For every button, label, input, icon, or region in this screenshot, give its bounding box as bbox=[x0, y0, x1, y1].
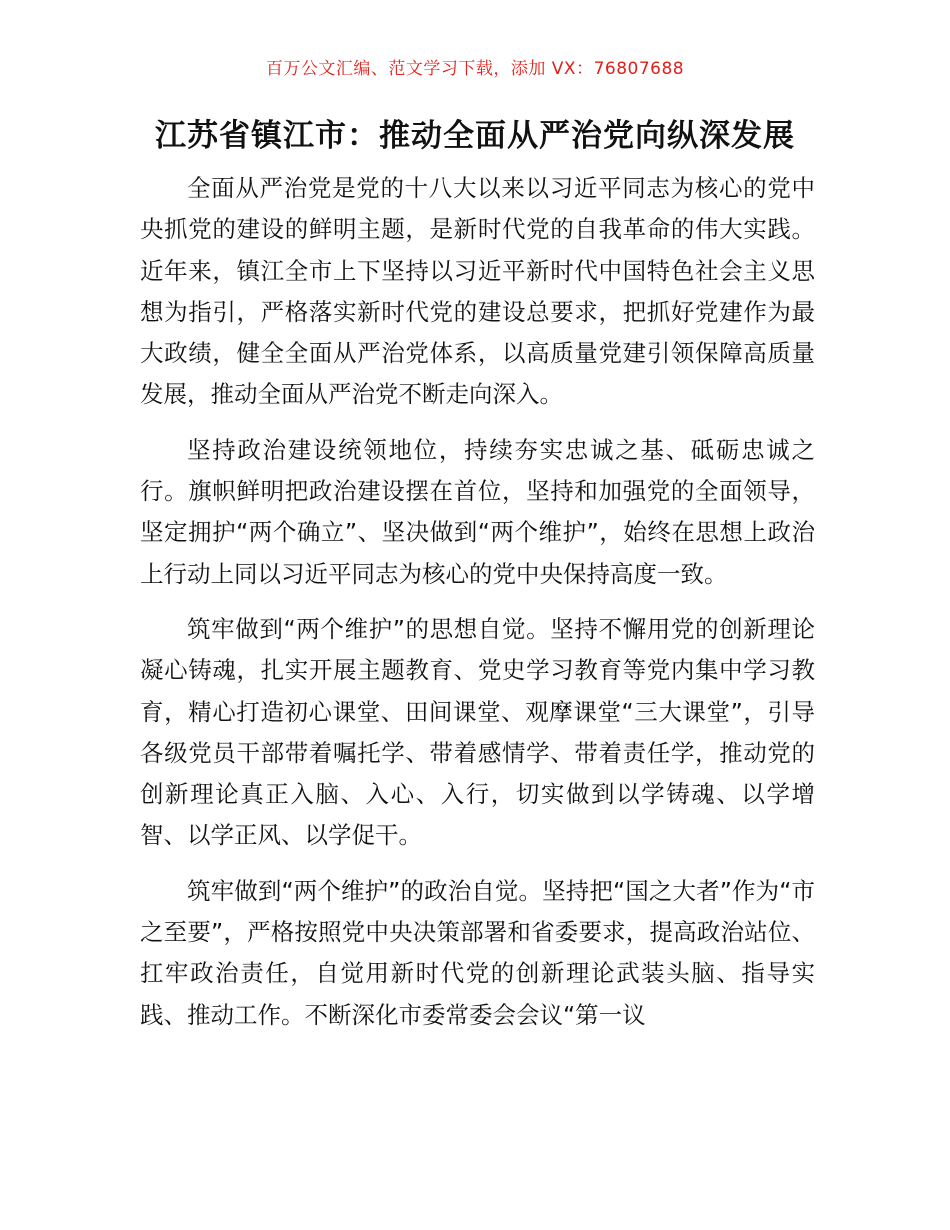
document-body bbox=[140, 168, 815, 1050]
header-banner: 百万公文汇编、范文学习下载，添加 VX：76807688 bbox=[265, 59, 685, 79]
paragraph-3: 筑牢做到“两个维护”的思想自觉。坚持不懈用党的创新理论凝心铸魂，扎实开展主题教育、党史学习教育等党内集中学习教育，精心打造初心课堂、田间课堂、观摩课堂“三大课堂”，引导各级党员干部带着嘱托学、带着感情学、带着责任学，推动党的创新理论真正入脑、入心、入行，切实做到以学铸魂、以学增智、以学正风、以学促干。 bbox=[140, 614, 815, 850]
paragraph-4: 筑牢做到“两个维护”的政治自觉。坚持把“国之大者”作为“市之至要”，严格按照党中央决策部署和省委要求，提高政治站位、扛牢政治责任，自觉用新时代党的创新理论武装头脑、指导实践、推动工作。不断深化市委常委会会议“第一议 bbox=[140, 876, 815, 1029]
document-title: 江苏省镇江市：推动全面从严治党向纵深发展 bbox=[155, 118, 795, 154]
paragraph-2: 坚持政治建设统领地位，持续夯实忠诚之基、砥砺忠诚之行。旗帜鲜明把政治建设摆在首位，坚持和加强党的全面领导，坚定拥护“两个确立”、坚决做到“两个维护”，始终在思想上政治上行动上同以习近平同志为核心的党中央保持高度一致。 bbox=[140, 435, 815, 588]
paragraph-1: 全面从严治党是党的十八大以来以习近平同志为核心的党中央抓党的建设的鲜明主题，是新时代党的自我革命的伟大实践。近年来，镇江全市上下坚持以习近平新时代中国特色社会主义思想为指引，严格落实新时代党的建设总要求，把抓好党建作为最大政绩，健全全面从严治党体系，以高质量党建引领保障高质量发展，推动全面从严治党不断走向深入。 bbox=[140, 174, 815, 409]
